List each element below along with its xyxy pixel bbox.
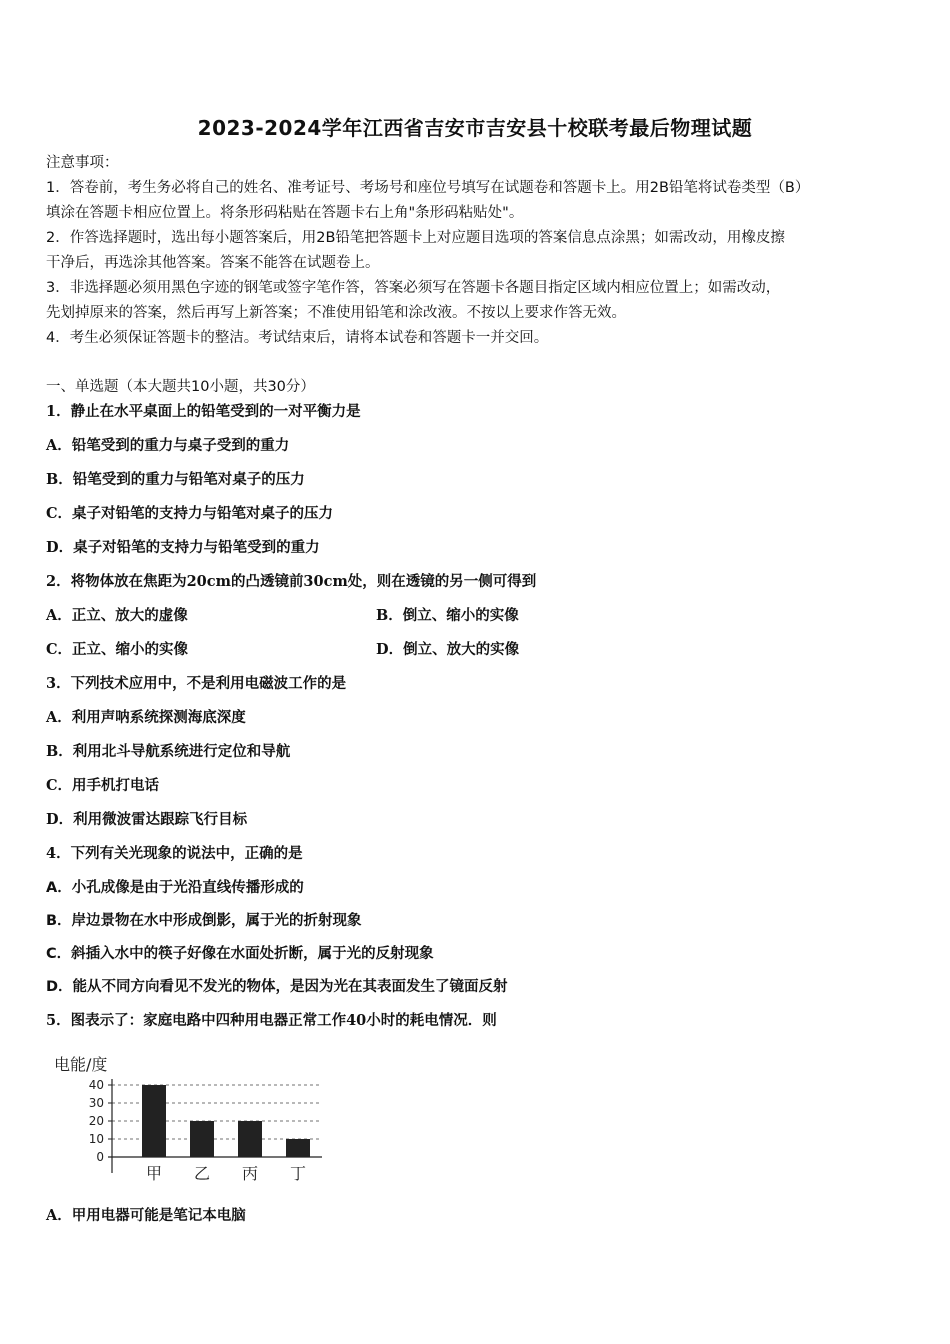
chart-x-tick-label: 甲 <box>145 1164 163 1183</box>
notice-item: 填涂在答题卡相应位置上。将条形码粘贴在答题卡右上角"条形码粘贴处"。 <box>46 205 524 221</box>
notice-item: 1．答卷前，考生务必将自己的姓名、准考证号、考场号和座位号填写在试题卷和答题卡上。用2B铅笔将试卷类型（B） <box>46 180 810 196</box>
q5-option-a: A．甲用电器可能是笔记本电脑 <box>46 1207 246 1224</box>
q1-stem: 1．静止在水平桌面上的铅笔受到的一对平衡力是 <box>46 403 361 420</box>
chart-y-axis-label: 电能/度 <box>54 1055 108 1074</box>
energy-bar-chart <box>52 1050 342 1190</box>
chart-x-tick-label: 丙 <box>241 1164 259 1183</box>
q4-option-c: C．斜插入水中的筷子好像在水面处折断，属于光的反射现象 <box>46 946 434 962</box>
q2-option-a: A．正立、放大的虚像 <box>46 607 188 624</box>
chart-x-tick-label: 丁 <box>289 1164 307 1183</box>
notice-item: 4．考生必须保证答题卡的整洁。考试结束后，请将本试卷和答题卡一并交回。 <box>46 330 549 346</box>
q3-option-a: A．利用声呐系统探测海底深度 <box>46 709 246 726</box>
chart-y-tick-label: 10 <box>88 1132 104 1146</box>
q1-option-d: D．桌子对铅笔的支持力与铅笔受到的重力 <box>46 539 320 556</box>
q4-option-a: A．小孔成像是由于光沿直线传播形成的 <box>46 880 304 896</box>
q1-option-c: C．桌子对铅笔的支持力与铅笔对桌子的压力 <box>46 505 334 522</box>
chart-y-tick-label: 20 <box>88 1114 104 1128</box>
notice-heading: 注意事项： <box>46 155 119 171</box>
chart-bar <box>286 1139 310 1157</box>
notice-item: 3．非选择题必须用黑色字迹的钢笔或签字笔作答，答案必须写在答题卡各题目指定区域内相应位置上；如需改动， <box>46 280 781 296</box>
q2-option-c: C．正立、缩小的实像 <box>46 641 189 658</box>
q4-option-d: D．能从不同方向看见不发光的物体，是因为光在其表面发生了镜面反射 <box>46 979 508 995</box>
chart-y-tick-label: 0 <box>96 1150 104 1164</box>
page-title: 2023-2024学年江西省吉安市吉安县十校联考最后物理试题 <box>197 116 753 140</box>
q3-option-b: B．利用北斗导航系统进行定位和导航 <box>46 743 291 760</box>
q2-option-d: D．倒立、放大的实像 <box>376 641 520 658</box>
chart-bar <box>238 1121 262 1157</box>
notice-item: 2．作答选择题时，选出每小题答案后，用2B铅笔把答题卡上对应题目选项的答案信息点涂黑；如需改动，用橡皮擦 <box>46 230 785 246</box>
q4-option-b: B．岸边景物在水中形成倒影，属于光的折射现象 <box>46 913 362 929</box>
q4-stem: 4．下列有关光现象的说法中，正确的是 <box>46 845 303 862</box>
q3-stem: 3．下列技术应用中，不是利用电磁波工作的是 <box>46 675 347 692</box>
q1-option-b: B．铅笔受到的重力与铅笔对桌子的压力 <box>46 471 305 488</box>
chart-bar <box>190 1121 214 1157</box>
section-heading: 一、单选题（本大题共10小题，共30分） <box>46 379 315 395</box>
notice-item: 干净后，再选涂其他答案。答案不能答在试题卷上。 <box>46 255 380 271</box>
q2-stem: 2．将物体放在焦距为20cm的凸透镜前30cm处，则在透镜的另一侧可得到 <box>46 573 537 590</box>
chart-y-tick-label: 30 <box>88 1096 104 1110</box>
q1-option-a: A．铅笔受到的重力与桌子受到的重力 <box>46 437 290 454</box>
chart-x-tick-label: 乙 <box>193 1164 211 1183</box>
q5-stem: 5．图表示了：家庭电路中四种用电器正常工作40小时的耗电情况．则 <box>46 1012 497 1029</box>
q2-option-b: B．倒立、缩小的实像 <box>376 607 519 624</box>
chart-y-tick-label: 40 <box>88 1078 104 1092</box>
chart-bar <box>142 1085 166 1157</box>
q3-option-d: D．利用微波雷达跟踪飞行目标 <box>46 811 248 828</box>
notice-item: 先划掉原来的答案，然后再写上新答案；不准使用铅笔和涂改液。不按以上要求作答无效。 <box>46 305 626 321</box>
q3-option-c: C．用手机打电话 <box>46 777 160 794</box>
